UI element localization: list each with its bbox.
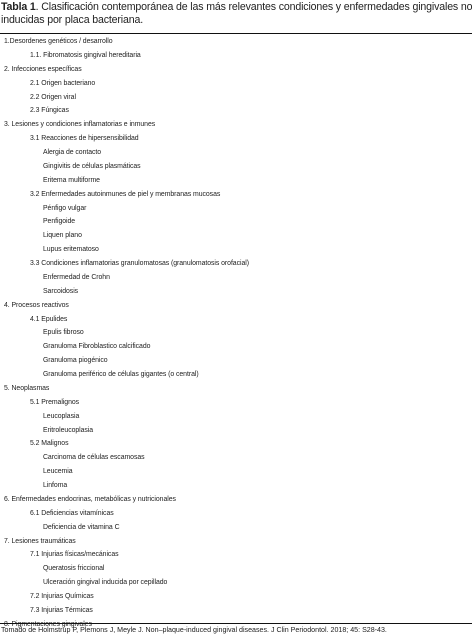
table-row-condition: Gingivitis de células plasmáticas [43,162,141,170]
caption-text-1: . Clasificación contemporánea de las más relevantes condiciones y enfermedades gingivales no [35,1,472,13]
table-row-category: 4. Procesos reactivos [4,301,69,309]
table-row-condition: Granuloma periférico de células gigantes (o central) [43,371,199,378]
table-row-condition: Leucemia [43,468,73,476]
caption-label: Tabla 1 [1,1,36,13]
table-row-subcategory: 6.1 Deficiencias vitamínicas [30,509,114,517]
table-row-subcategory: 7.2 Injurias Químicas [30,593,94,600]
table-row-condition: Linfoma [43,482,68,489]
table-row-condition: Penfigoide [43,218,76,226]
table-bottom-rule [0,623,472,624]
table-source-footnote: Tomado de Holmstrup P, Plemons J, Meyle J. Non–plaque-induced gingival diseases. J Clin Periodontol. 2018; 45: S28-43. [1,626,387,634]
table-row-condition: Eritema multiforme [43,176,100,184]
table-row-subcategory: 4.1 Epulides [30,315,68,323]
table-row-subcategory: 1.1. Fibromatosis gingival hereditaria [30,51,141,59]
table-row-condition: Carcinoma de células escamosas [43,454,145,462]
table-row-subcategory: 5.1 Premalignos [30,398,80,406]
table-row-subcategory: 3.2 Enfermedades autoinmunes de piel y membranas mucosas [30,190,221,198]
table-row-condition: Granuloma piogénico [43,357,108,365]
table-row-category: 5. Neoplasmas [4,384,50,392]
table-row-condition: Ulceración gingival inducida por cepillado [43,579,168,587]
table-row-condition: Sarcoidosis [43,287,79,295]
table-row-category: 2. Infecciones específicas [4,65,82,73]
table-row-category: 6. Enfermedades endocrinas, metabólicas y nutricionales [4,495,176,503]
classification-list [0,35,472,632]
table-caption [1,1,471,27]
table-row-subcategory: 7.3 Injurias Térmicas [30,606,93,614]
table-row-subcategory: 3.1 Reacciones de hipersensibilidad [30,135,139,143]
table-row-condition: Leucoplasia [43,412,80,420]
caption-line-1 [1,1,471,14]
table-row-category: 1.Desordenes genéticos / desarrollo [4,38,113,45]
table-top-rule [0,33,472,34]
table-row-condition: Pénfigo vulgar [43,204,87,212]
table-row-subcategory: 2.2 Origen viral [30,93,76,101]
table-row-condition: Granuloma Fibroblastico calcificado [43,343,151,351]
table-row-subcategory: 5.2 Malignos [30,440,69,448]
caption-line-2: inducidas por placa bacteriana. [1,14,143,26]
table-row-category: 3. Lesiones y condiciones inflamatorias e inmunes [4,121,156,129]
table-row-subcategory: 2.1 Origen bacteriano [30,79,96,87]
table-row-category: 8. Pigmentaciones gingivales [4,620,92,628]
table-row-condition: Epulis fibroso [43,329,84,337]
table-row-category: 7. Lesiones traumáticas [4,537,76,545]
table-row-subcategory: 3.3 Condiciones inflamatorias granulomatosas (granulomatosis orofacial) [30,260,249,267]
table-row-condition: Eritroleucoplasia [43,426,94,434]
table-row-condition: Queratosis friccional [43,565,105,573]
table-row-condition: Deficiencia de vitamina C [43,523,120,531]
table-row-condition: Alergia de contacto [43,149,102,156]
table-row-condition: Liquen plano [43,232,82,240]
table-row-condition: Lupus eritematoso [43,246,99,254]
table-row-subcategory: 2.3 Fúngicas [30,107,69,115]
table-row-condition: Enfermedad de Crohn [43,273,110,281]
table-row-subcategory: 7.1 Injurias físicas/mecánicas [30,551,119,559]
